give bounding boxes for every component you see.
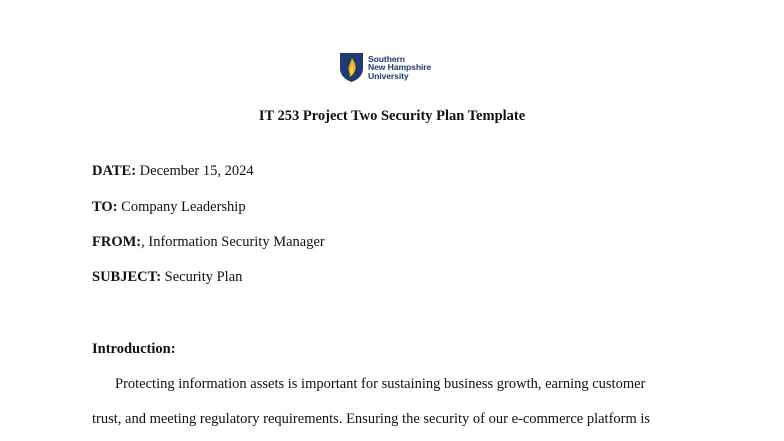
intro-paragraph-line-1: Protecting information assets is important for sustaining business growth, earning customer bbox=[115, 376, 646, 392]
university-wordmark bbox=[368, 55, 431, 81]
introduction-heading: Introduction: bbox=[92, 341, 176, 357]
subject-value: Security Plan bbox=[164, 269, 243, 285]
logo-line-2: New Hampshire bbox=[368, 62, 432, 73]
snhu-shield-icon bbox=[339, 52, 364, 83]
logo-line-3: University bbox=[368, 70, 409, 81]
logo-line-1: Southern bbox=[368, 53, 405, 64]
intro-paragraph-line-2: trust, and meeting regulatory requirements. Ensuring the security of our e-commerce platform is bbox=[92, 411, 651, 427]
to-label: TO: bbox=[92, 199, 118, 215]
from-value: , Information Security Manager bbox=[141, 234, 325, 250]
to-line bbox=[92, 199, 246, 216]
from-label: FROM: bbox=[92, 234, 142, 250]
date-label: DATE: bbox=[92, 163, 137, 179]
subject-label: SUBJECT: bbox=[92, 269, 162, 285]
document-title: IT 253 Project Two Security Plan Template bbox=[258, 108, 526, 124]
university-logo bbox=[339, 52, 431, 83]
from-line bbox=[92, 234, 325, 251]
date-value: December 15, 2024 bbox=[139, 163, 254, 179]
to-value: Company Leadership bbox=[121, 199, 246, 215]
date-line bbox=[92, 163, 254, 180]
subject-line bbox=[92, 269, 242, 286]
